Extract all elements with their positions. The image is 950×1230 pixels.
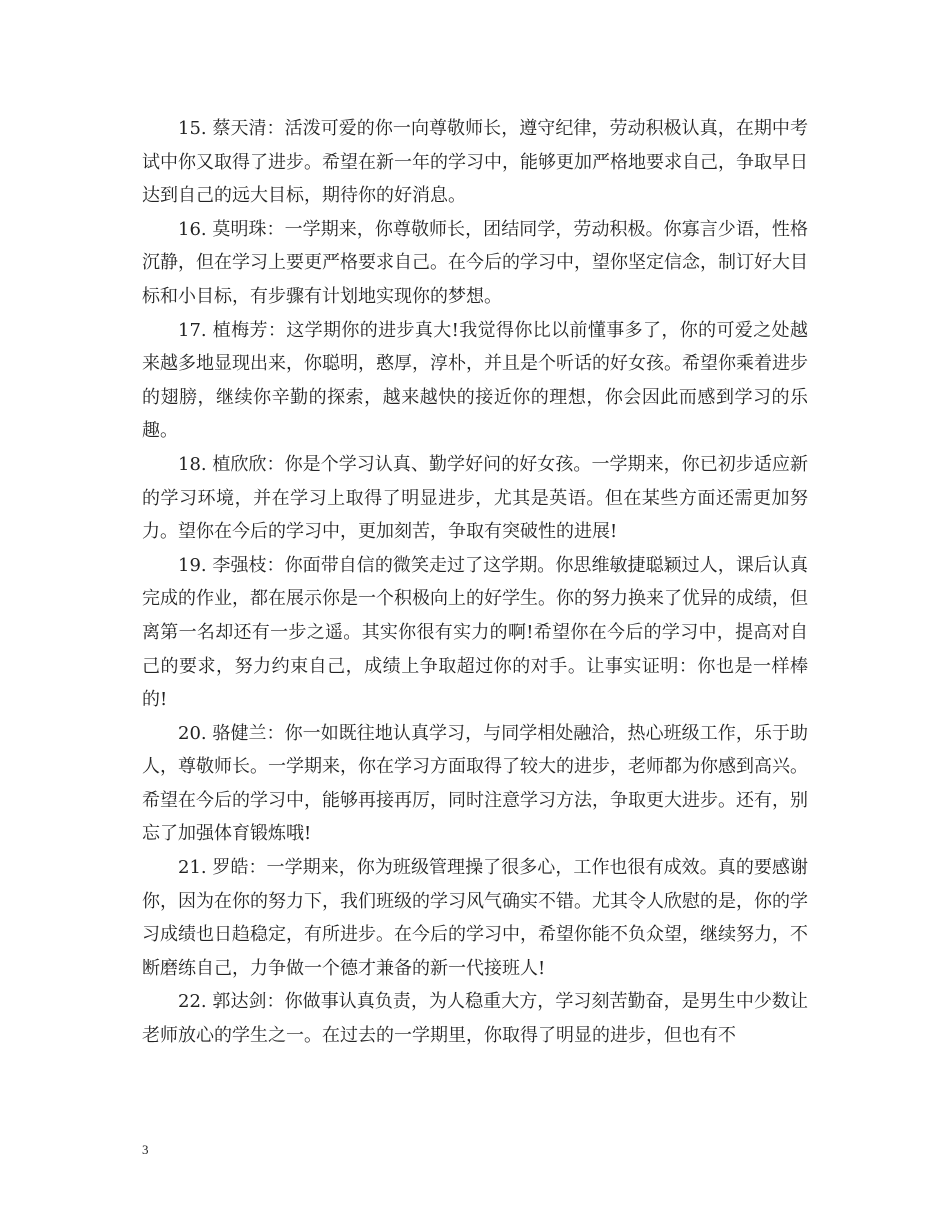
page-number: 3 bbox=[142, 1142, 149, 1157]
document-body bbox=[142, 112, 808, 1053]
paragraph-comment-15: 15. 蔡天清：活泼可爱的你一向尊敬师长，遵守纪律，劳动积极认真，在期中考试中你又取得了进步。希望在新一年的学习中，能够更加严格地要求自己，争取早日达到自己的远大目标，期待你的好消息。 bbox=[142, 118, 808, 207]
paragraph-comment-20: 20. 骆健兰：你一如既往地认真学习，与同学相处融洽，热心班级工作，乐于助人，尊敬师长。一学期来，你在学习方面取得了较大的进步，老师都为你感到高兴。希望在今后的学习中，能够再接再厉，同时注意学习方法，争取更大进步。还有，别忘了加强体育锻炼哦! bbox=[142, 722, 808, 845]
paragraph-comment-18: 18. 植欣欣：你是个学习认真、勤学好问的好女孩。一学期来，你已初步适应新的学习环境，并在学习上取得了明显进步，尤其是英语。但在某些方面还需更加努力。望你在今后的学习中，更加刻苦，争取有突破性的进展! bbox=[142, 453, 808, 543]
paragraph-comment-21: 21. 罗皓：一学期来，你为班级管理操了很多心，工作也很有成效。真的要感谢你，因为在你的努力下，我们班级的学习风气确实不错。尤其令人欣慰的是，你的学习成绩也日趋稳定，有所进步。在今后的学习中，希望你能不负众望，继续努力，不断磨练自己，力争做一个德才兼备的新一代接班人! bbox=[142, 857, 808, 979]
paragraph-comment-22: 22. 郭达剑：你做事认真负责，为人稳重大方，学习刻苦勤奋，是男生中少数让老师放心的学生之一。在过去的一学期里，你取得了明显的进步，但也有不 bbox=[142, 991, 808, 1047]
paragraph-comment-17: 17. 植梅芳：这学期你的进步真大!我觉得你比以前懂事多了，你的可爱之处越来越多地显现出来，你聪明，憨厚，淳朴，并且是个听话的好女孩。希望你乘着进步的翅膀，继续你辛勤的探索，越来越快的接近你的理想，你会因此而感到学习的乐趣。 bbox=[142, 319, 808, 442]
paragraph-comment-19: 19. 李强枝：你面带自信的微笑走过了这学期。你思维敏捷聪颖过人，课后认真完成的作业，都在展示你是一个积极向上的好学生。你的努力换来了优异的成绩，但离第一名却还有一步之遥。其实你很有实力的啊!希望你在今后的学习中，提高对自己的要求，努力约束自己，成绩上争取超过你的对手。让事实证明：你也是一样棒的! bbox=[142, 554, 808, 711]
paragraph-comment-16: 16. 莫明珠：一学期来，你尊敬师长，团结同学，劳动积极。你寡言少语，性格沉静，但在学习上要更严格要求自己。在今后的学习中，望你坚定信念，制订好大目标和小目标，有步骤有计划地实现你的梦想。 bbox=[142, 218, 808, 307]
